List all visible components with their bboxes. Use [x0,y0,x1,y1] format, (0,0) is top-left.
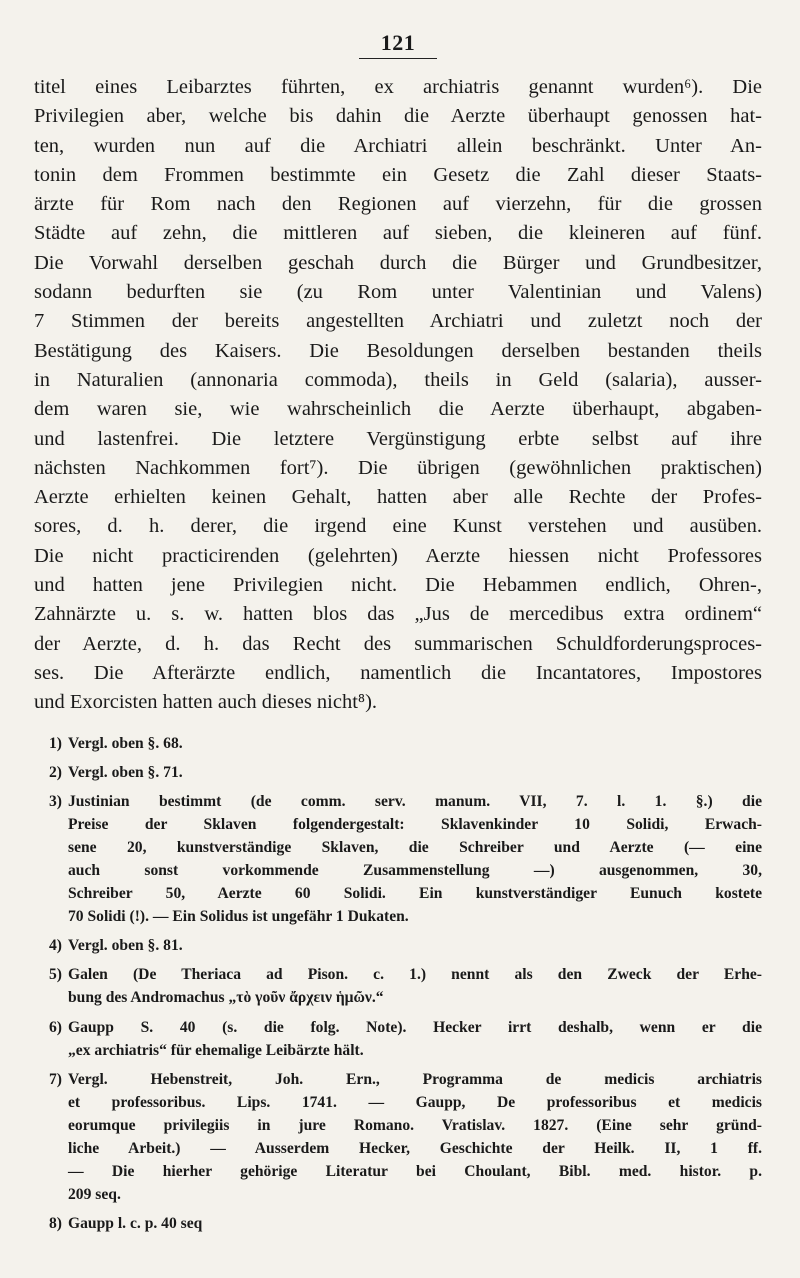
text-line: Aerzte erhielten keinen Gehalt, hatten aber alle Rechte der Profes- [34,486,762,509]
footnote-line: Vergl. oben §. 81. [68,937,183,955]
text-line: titel eines Leibarztes führten, ex archiatris genannt wurden⁶). Die [34,76,762,98]
footnote-line: liche Arbeit.) — Ausserdem Hecker, Geschichte der Heilk. II, 1 ff. [68,1140,762,1158]
footnote-mark: 2) [49,763,62,781]
footnote-line: Galen (De Theriaca ad Pison. c. 1.) nennt als den Zweck der Erhe- [68,966,762,984]
footnote-line: Vergl. Hebenstreit, Joh. Ern., Programma de medicis archiatris [68,1070,762,1088]
footnote-line: Vergl. oben §. 71. [68,763,183,781]
footnote-line: Preise der Sklaven folgendergestalt: Sklavenkinder 10 Solidi, Erwach- [68,815,762,833]
text-line: tonin dem Frommen bestimmte ein Gesetz die Zahl dieser Staats- [34,163,762,186]
text-line: Privilegien aber, welche bis dahin die Aerzte überhaupt genossen hat- [34,105,762,128]
footnote-line: „ex archiatris“ für ehemalige Leibärzte hält. [68,1041,364,1059]
footnote-mark: 8) [49,1215,62,1233]
text-line: sores, d. h. derer, die irgend eine Kunst verstehen und ausüben. [34,515,762,538]
footnote [34,963,762,1009]
text-line: Die nicht practicirenden (gelehrten) Aerzte hiessen nicht Professores [34,544,762,567]
text-line: ses. Die Afterärzte endlich, namentlich die Incantatores, Impostores [34,661,762,684]
text-line: dem waren sie, wie wahrscheinlich die Aerzte überhaupt, abgaben- [34,398,762,421]
footnote-text [68,790,762,929]
footnote-line: auch sonst vorkommende Zusammenstellung —) ausgenommen, 30, [68,862,762,879]
footnote-line: 70 Solidi (!). — Ein Solidus ist ungefähr 1 Dukaten. [68,908,409,926]
text-line: und lastenfrei. Die letztere Vergünstigung erbte selbst auf ihre [34,427,762,450]
footnote [34,732,762,755]
footnote-line: Justinian bestimmt (de comm. serv. manum. VII, 7. l. 1. §.) die [68,792,762,810]
footnote-text [68,963,762,1009]
footnote-line: et professoribus. Lips. 1741. — Gaupp, De professoribus et medicis [68,1093,762,1111]
text-line: und Exorcisten hatten auch dieses nicht⁸). [34,691,378,714]
text-line: Zahnärzte u. s. w. hatten blos das „Jus de mercedibus extra ordinem“ [34,603,762,626]
footnote-mark: 1) [49,734,62,752]
text-line: nächsten Nachkommen fort⁷). Die übrigen (gewöhnlichen praktischen) [34,456,762,479]
footnote [34,790,762,929]
text-line: in Naturalien (annonaria commoda), theils in Geld (salaria), ausser- [34,368,762,391]
footnote-text [68,761,762,784]
footnote [34,1212,762,1235]
page-number [34,30,762,59]
footnote [34,761,762,784]
footnote-text [68,934,762,957]
footnote [34,1068,762,1207]
text-line: sodann bedurften sie (zu Rom unter Valentinian und Valens) [34,281,762,304]
text-line: ten, wurden nun auf die Archiatri allein beschränkt. Unter An- [34,134,762,157]
text-line: Die Vorwahl derselben geschah durch die Bürger und Grundbesitzer, [34,251,762,274]
footnote-line: Gaupp l. c. p. 40 seq [68,1215,203,1233]
footnote-line: Gaupp S. 40 (s. die folg. Note). Hecker irrt deshalb, wenn er die [68,1018,762,1036]
footnote-line: bung des Andromachus „τὸ γοῦν ἄρχειν ἡμῶν.“ [68,989,384,1007]
text-line: ärzte für Rom nach den Regionen auf vierzehn, für die grossen [34,193,762,216]
text-line: der Aerzte, d. h. das Recht des summarischen Schuldforderungsproces- [34,632,762,655]
footnote-line: eorumque privilegiis in jure Romano. Vratislav. 1827. (Eine sehr gründ- [68,1116,762,1134]
footnote-mark: 5) [49,966,62,984]
text-line: Bestätigung des Kaisers. Die Besoldungen derselben bestanden theils [34,339,762,362]
footnote-line: Vergl. oben §. 68. [68,734,183,752]
footnote-mark: 6) [49,1018,62,1036]
main-text [34,73,762,718]
footnote-line: 209 seq. [68,1186,121,1204]
footnote-line: sene 20, kunstverständige Sklaven, die Schreiber und Aerzte (— eine [68,838,762,856]
footnote-text [68,1212,762,1235]
page-number-text: 121 [359,30,438,59]
footnote-mark: 4) [49,937,62,955]
footnote-line: Schreiber 50, Aerzte 60 Solidi. Ein kunstverständiger Eunuch kostete [68,885,762,903]
text-line: Städte auf zehn, die mittleren auf sieben, die kleineren auf fünf. [34,222,762,245]
footnote-mark: 3) [49,792,62,810]
footnote-text [68,1068,762,1207]
footnote [34,934,762,957]
footnote [34,1016,762,1062]
footnote-text [68,732,762,755]
text-line: 7 Stimmen der bereits angestellten Archiatri und zuletzt noch der [34,310,762,333]
footnote-mark: 7) [49,1070,62,1088]
footnote-text [68,1016,762,1062]
footnotes [34,732,762,1236]
footnote-line: — Die hierher gehörige Literatur bei Choulant, Bibl. med. histor. p. [68,1163,762,1181]
text-line: und hatten jene Privilegien nicht. Die Hebammen endlich, Ohren-, [34,574,762,597]
